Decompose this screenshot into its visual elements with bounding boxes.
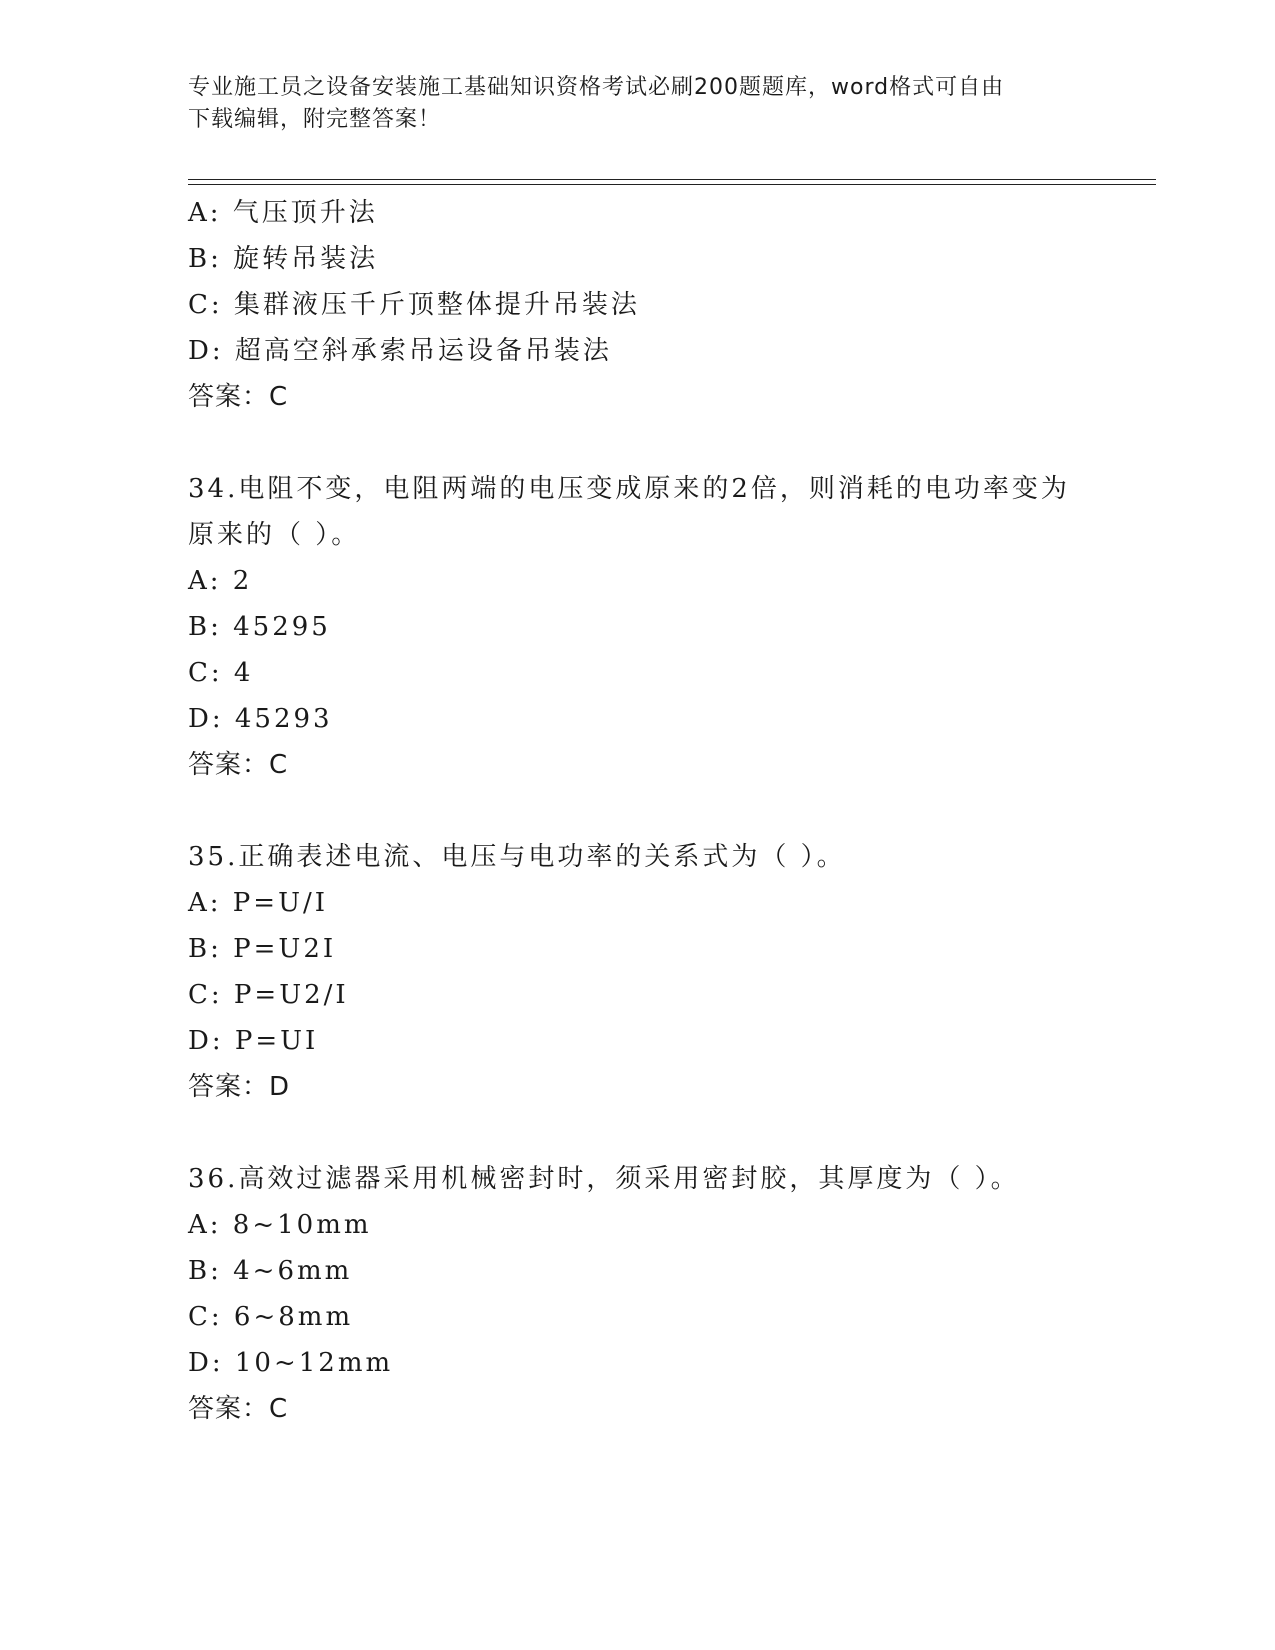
option-b: B: P=U2I	[188, 934, 337, 964]
question-36	[188, 1156, 1088, 1432]
question-text-line: 34.电阻不变，电阻两端的电压变成原来的2倍，则消耗的电功率变为	[188, 474, 1070, 504]
option-a: A: 8~10mm	[188, 1210, 372, 1240]
option-d: D: 超高空斜承索吊运设备吊装法	[188, 336, 612, 366]
spacer	[188, 1110, 1088, 1156]
option-d: D: 10~12mm	[188, 1348, 394, 1378]
header-divider-top	[188, 179, 1156, 180]
option-c: C: 4	[188, 658, 254, 688]
option-b: B: 4~6mm	[188, 1256, 353, 1286]
option-b: B: 旋转吊装法	[188, 244, 379, 274]
document-header	[188, 72, 1088, 136]
question-35	[188, 834, 1088, 1110]
answer: 答案：C	[188, 750, 289, 780]
question-33-continued	[188, 190, 1088, 420]
option-d: D: 45293	[188, 704, 333, 734]
option-a: A: 2	[188, 566, 253, 596]
spacer	[188, 420, 1088, 466]
question-text-line: 35.正确表述电流、电压与电功率的关系式为（ ）。	[188, 842, 846, 872]
answer: 答案：C	[188, 1394, 289, 1424]
question-34	[188, 466, 1088, 788]
answer: 答案：C	[188, 382, 289, 412]
option-a: A: P=U/I	[188, 888, 329, 918]
header-line-2: 下载编辑，附完整答案！	[188, 107, 442, 132]
question-text-line: 36.高效过滤器采用机械密封时，须采用密封胶，其厚度为（ ）。	[188, 1164, 1020, 1194]
header-line-1: 专业施工员之设备安装施工基础知识资格考试必刷200题题库，word格式可自由	[188, 75, 1005, 100]
answer: 答案：D	[188, 1072, 291, 1102]
question-text-line: 原来的（ ）。	[188, 520, 361, 550]
option-a: A: 气压顶升法	[188, 198, 378, 228]
header-divider-bottom	[188, 184, 1156, 185]
spacer	[188, 788, 1088, 834]
question-list	[188, 190, 1088, 1432]
option-c: C: P=U2/I	[188, 980, 349, 1010]
option-d: D: P=UI	[188, 1026, 319, 1056]
option-c: C: 6~8mm	[188, 1302, 354, 1332]
option-b: B: 45295	[188, 612, 331, 642]
option-c: C: 集群液压千斤顶整体提升吊装法	[188, 290, 640, 320]
